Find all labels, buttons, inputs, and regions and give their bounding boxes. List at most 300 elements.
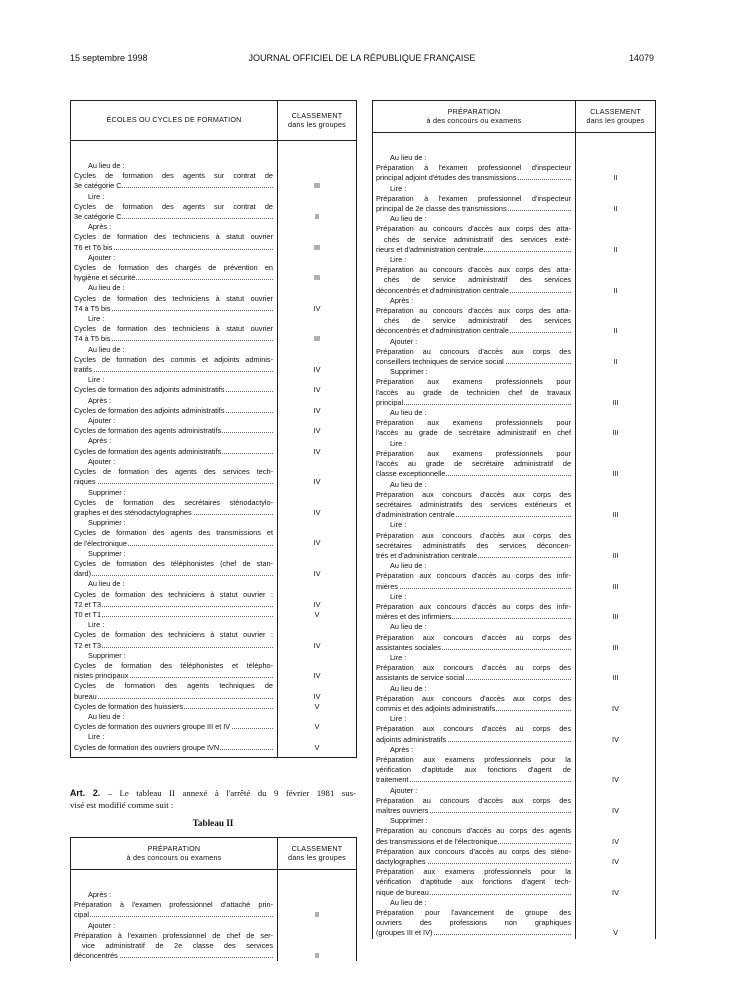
row-text-line: Cycles de formation des agents administratifs: [74, 426, 273, 436]
row-description: [71, 921, 278, 962]
table-row: [373, 684, 656, 715]
classement-group: III: [612, 397, 619, 407]
row-text-line: Préparation pour l'avancement de groupe des: [376, 908, 571, 918]
table-row: [373, 561, 656, 592]
classement-group: IV: [313, 691, 321, 701]
classement-spacer: [278, 651, 356, 661]
row-description: [373, 561, 576, 592]
amendment-keyword: Ajouter :: [390, 785, 418, 795]
column-header-preparation: PRÉPARATION à des concours ou examens: [71, 838, 278, 870]
amendment-keyword: Après :: [88, 395, 112, 405]
classement-spacer: [576, 918, 655, 928]
row-classement: [576, 408, 656, 439]
row-text-line: Cycles de formation des techniciens à statut ouvrier :: [74, 630, 273, 640]
row-classement: [278, 253, 357, 284]
classement-group: III: [612, 469, 619, 479]
row-text-line: conseillers techniques de service social: [376, 357, 571, 367]
classement-spacer: [576, 592, 655, 602]
classement-spacer: [278, 712, 356, 722]
row-text-line: Cycles de formation des secrétaires sténodactylo-: [74, 497, 273, 507]
row-description: [373, 786, 576, 817]
row-text-line: Cycles de formation des téléphonistes (chef de stan-: [74, 558, 273, 568]
row-text-line: Préparation aux concours d'accès aux corps des: [376, 693, 571, 703]
classement-spacer: [576, 490, 655, 500]
classement-spacer: [576, 633, 655, 643]
row-classement: [576, 745, 656, 786]
row-description: [373, 337, 576, 368]
classement-spacer: [278, 396, 356, 406]
leader-dots: [74, 483, 273, 484]
classement-group: III: [612, 428, 619, 438]
amendment-keyword: Après :: [390, 295, 414, 305]
classement-group: III: [313, 181, 321, 191]
row-classement: [278, 416, 357, 436]
amendment-keyword: Au lieu de :: [390, 214, 427, 224]
amendment-keyword: Supprimer :: [390, 816, 428, 826]
row-text-line: (groupes III et IV): [376, 928, 571, 938]
row-text-line: T2 et T3: [74, 600, 273, 610]
row-description: [71, 283, 278, 314]
row-text-line: Cycles de formation des agents des services tech-: [74, 467, 273, 477]
table-row: [71, 732, 357, 752]
classement-spacer: [278, 941, 356, 951]
classement-spacer: [576, 337, 655, 347]
amendment-keyword: Lire :: [88, 375, 105, 385]
table-row: [373, 653, 656, 684]
row-classement: [278, 620, 357, 651]
table-row: [71, 890, 357, 921]
row-text-line: Préparation au concours d'accès aux corps des: [376, 346, 571, 356]
row-description: [373, 367, 576, 408]
row-text-line: déconcentrés et d'administration centrale: [376, 326, 571, 336]
row-description: [71, 712, 278, 732]
row-description: [373, 653, 576, 684]
row-text-line: Cycles de formation des adjoints administratifs: [74, 385, 273, 395]
leader-dots: [376, 588, 571, 589]
row-classement: [278, 345, 357, 376]
column-header-classement: CLASSEMENT dans les groupes: [576, 101, 656, 133]
row-classement: [576, 296, 656, 337]
classement-group: IV: [313, 569, 321, 579]
amendment-keyword: Lire :: [88, 314, 105, 324]
classement-spacer: [576, 214, 655, 224]
column-header-schools: ÉCOLES OU CYCLES DE FORMATION: [71, 101, 278, 141]
amendment-keyword: Au lieu de :: [390, 622, 427, 632]
amendment-keyword: Lire :: [390, 714, 407, 724]
row-description: [71, 457, 278, 488]
row-text-line: Préparation aux concours d'accès aux corps des: [376, 489, 571, 499]
classement-group: IV: [313, 538, 321, 548]
row-text-line: T2 et T3: [74, 641, 273, 651]
row-classement: [278, 192, 357, 223]
row-text-line: Préparation aux concours d'accès au corps des: [376, 663, 571, 673]
classement-spacer: [576, 388, 655, 398]
row-text-line: Cycles de formation des techniciens à statut ouvrier: [74, 232, 273, 242]
row-text-line: Préparation au concours d'accès aux corps des: [376, 795, 571, 805]
table-row: [71, 283, 357, 314]
classement-spacer: [278, 528, 356, 538]
row-text-line: assistants de service social: [376, 673, 571, 683]
row-classement: [576, 480, 656, 521]
table-row: [373, 714, 656, 745]
row-text-line: Préparation aux examens professionnels pour la: [376, 867, 571, 877]
classement-group: IV: [313, 477, 321, 487]
classement-group: II: [613, 285, 618, 295]
classement-spacer: [278, 931, 356, 941]
row-description: [71, 890, 278, 921]
classement-spacer: [278, 161, 356, 171]
classement-spacer: [278, 314, 356, 324]
classement-group: IV: [313, 426, 321, 436]
classement-group: IV: [612, 836, 619, 846]
classement-spacer: [278, 202, 356, 212]
table-row: [71, 416, 357, 436]
row-text-line: Cycles de formation des techniciens à statut ouvrier :: [74, 589, 273, 599]
classement-spacer: [278, 416, 356, 426]
row-description: [373, 153, 576, 184]
row-text-line: Cycles de formation des commis et adjoints adminis-: [74, 354, 273, 364]
classement-spacer: [278, 324, 356, 334]
table-row: [373, 337, 656, 368]
amendment-keyword: Lire :: [390, 652, 407, 662]
classement-spacer: [576, 296, 655, 306]
leader-dots: [74, 698, 273, 699]
amendment-keyword: Supprimer :: [88, 650, 126, 660]
row-classement: [278, 283, 357, 314]
row-text-line: T4 à T5 bis: [74, 304, 273, 314]
row-text-line: cipal: [74, 910, 273, 920]
row-text-line: chés de service administratif des services: [384, 275, 571, 285]
row-classement: [576, 561, 656, 592]
amendment-keyword: Ajouter :: [390, 336, 418, 346]
classement-group: IV: [612, 856, 619, 866]
classement-spacer: [278, 921, 356, 931]
row-text-line: de l'électronique: [74, 539, 273, 549]
row-description: [373, 684, 576, 715]
classement-spacer: [278, 192, 356, 202]
row-classement: [576, 714, 656, 745]
row-classement: [576, 520, 656, 561]
table-row: [71, 345, 357, 376]
row-classement: [576, 592, 656, 623]
amendment-keyword: Au lieu de :: [390, 153, 427, 162]
row-text-line: Préparation à l'examen professionnel d'inspecteur: [376, 193, 571, 203]
row-classement: [576, 786, 656, 817]
row-text-line: d'administration centrale: [376, 510, 571, 520]
row-text-line: bureau: [74, 692, 273, 702]
row-description: [373, 408, 576, 439]
leader-dots: [74, 647, 273, 648]
classement-spacer: [278, 232, 356, 242]
classement-group: III: [612, 581, 619, 591]
column-header-classement: CLASSEMENT dans les groupes: [278, 101, 357, 141]
table-row: [373, 622, 656, 653]
table-row: [373, 816, 656, 898]
row-text-line: hygiène et sécurité: [74, 273, 273, 283]
row-classement: [576, 153, 656, 184]
schools-classification-table: [70, 100, 357, 758]
row-description: [71, 314, 278, 345]
classement-spacer: [278, 263, 356, 273]
row-classement: [576, 214, 656, 255]
table-row: [373, 367, 656, 408]
classement-group: IV: [612, 734, 619, 744]
leader-dots: [74, 916, 273, 917]
row-text-line: Cycles de formation des techniciens à statut ouvrier: [74, 293, 273, 303]
row-text-line: dactylographes: [376, 857, 571, 867]
row-text-line: Préparation aux concours d'accès au corps des infir-: [376, 571, 571, 581]
row-text-line: Préparation aux examens professionnels pour: [376, 377, 571, 387]
classement-spacer: [576, 408, 655, 418]
classement-spacer: [278, 681, 356, 691]
row-text-line: chés de service administratif des services: [384, 316, 571, 326]
row-classement: [278, 222, 357, 253]
table-row: [373, 184, 656, 215]
row-text-line: Cycles de formation des agents sur contrat de: [74, 201, 273, 211]
row-description: [71, 518, 278, 549]
row-text-line: Cycles de formation des agents des transmissions et: [74, 528, 273, 538]
article-label: Art. 2.: [70, 788, 101, 798]
amendment-keyword: Ajouter :: [88, 456, 116, 466]
amendment-keyword: Lire :: [390, 520, 407, 530]
amendment-keyword: Au lieu de :: [390, 408, 427, 418]
row-text-line: principal: [376, 398, 571, 408]
table-row: [71, 192, 357, 223]
row-text-line: Préparation au concours d'accès aux corps des atta-: [376, 265, 571, 275]
classement-spacer: [576, 684, 655, 694]
row-classement: [278, 712, 357, 732]
classement-group: IV: [313, 599, 321, 609]
classement-spacer: [576, 459, 655, 469]
row-classement: [278, 375, 357, 395]
row-description: [373, 255, 576, 296]
row-description: [373, 816, 576, 898]
row-text-line: Préparation à l'examen professionnel de chef de ser-: [74, 930, 273, 940]
table-row: [71, 579, 357, 620]
classement-group: II: [314, 211, 320, 221]
amendment-keyword: Lire :: [390, 438, 407, 448]
classement-group: IV: [612, 703, 619, 713]
classement-spacer: [576, 755, 655, 765]
row-text-line: Préparation aux concours d'accès au corps des: [376, 632, 571, 642]
row-text-line: Préparation aux concours d'accès au corps des infir-: [376, 601, 571, 611]
classement-spacer: [278, 345, 356, 355]
row-description: [71, 732, 278, 752]
row-text-line: Cycles de formation des techniciens à statut ouvrier: [74, 324, 273, 334]
classement-spacer: [278, 488, 356, 498]
row-classement: [278, 921, 357, 962]
row-classement: [278, 549, 357, 580]
table-row: [71, 712, 357, 732]
row-text-line: Préparation au concours d'accès aux corps des atta-: [376, 224, 571, 234]
running-header: [70, 53, 654, 67]
row-description: [373, 439, 576, 480]
amendment-keyword: Lire :: [88, 191, 105, 201]
leader-dots: [74, 606, 273, 607]
classement-spacer: [576, 745, 655, 755]
article-2-paragraph: Art. 2. – Le tableau II annexé à l'arrêté du 9 février 1981 sus- visé est modifié comme suit :: [70, 788, 356, 810]
journal-title: JOURNAL OFFICIEL DE LA RÉPUBLIQUE FRANÇAISE: [248, 53, 476, 63]
table-row: [71, 488, 357, 519]
classement-group: IV: [313, 507, 321, 517]
row-classement: [576, 255, 656, 296]
row-classement: [278, 161, 357, 192]
classement-group: IV: [313, 446, 321, 456]
row-classement: [576, 439, 656, 480]
classement-spacer: [576, 653, 655, 663]
row-text-line: Cycles de formation des agents techniques de: [74, 681, 273, 691]
row-description: [71, 345, 278, 376]
table-row: [71, 518, 357, 549]
row-description: [373, 214, 576, 255]
classement-spacer: [576, 255, 655, 265]
classement-group: II: [613, 203, 618, 213]
row-text-line: vérification d'aptitude aux fonctions d'agent tech-: [376, 877, 571, 887]
table-row: [373, 745, 656, 786]
table-row: [71, 549, 357, 580]
table-row: [71, 457, 357, 488]
row-text-line: l'accès au grade de technicien chef de travaux: [376, 387, 571, 397]
row-text-line: tratifs: [74, 365, 273, 375]
row-description: [71, 396, 278, 416]
table-row: [373, 480, 656, 521]
table-row: [71, 620, 357, 651]
row-classement: [278, 579, 357, 620]
row-text-line: vérification d'aptitude aux fonctions d'agent de: [376, 765, 571, 775]
classement-group: III: [313, 242, 321, 252]
classement-group: II: [314, 910, 320, 920]
classement-spacer: [576, 520, 655, 530]
leader-dots: [74, 371, 273, 372]
tableau-title: Tableau II: [192, 818, 234, 828]
row-text-line: déconcentrés: [74, 951, 273, 961]
row-description: [373, 520, 576, 561]
row-description: [71, 416, 278, 436]
classement-group: IV: [612, 805, 619, 815]
table-row: [71, 436, 357, 456]
row-text-line: Préparation aux concours d'accès au corps des sténo-: [376, 846, 571, 856]
row-text-line: mières: [376, 582, 571, 592]
row-description: [71, 651, 278, 712]
row-classement: [576, 898, 656, 939]
classement-spacer: [576, 235, 655, 245]
table-row: [71, 921, 357, 962]
classement-spacer: [278, 620, 356, 630]
classement-group: II: [613, 357, 618, 367]
column-header-preparation: PRÉPARATION à des concours ou examens: [373, 101, 576, 133]
classement-spacer: [278, 283, 356, 293]
classement-group: II: [613, 173, 618, 183]
classement-spacer: [278, 253, 356, 263]
row-text-line: Cycles de formation des agents sur contrat de: [74, 171, 273, 181]
leader-dots: [376, 404, 571, 405]
classement-group: IV: [313, 671, 321, 681]
row-classement: [576, 622, 656, 653]
classement-group: II: [314, 951, 320, 961]
row-text-line: traitement: [376, 775, 571, 785]
classement-group: IV: [612, 775, 619, 785]
amendment-keyword: Au lieu de :: [88, 579, 125, 589]
table-row: [71, 375, 357, 395]
row-text-line: déconcentrés et d'administration centrale: [376, 286, 571, 296]
classement-spacer: [576, 724, 655, 734]
row-description: [71, 620, 278, 651]
table-row: [71, 222, 357, 253]
table-row: [373, 592, 656, 623]
amendment-keyword: Supprimer :: [88, 487, 126, 497]
row-text-line: graphes et des sténodactylographes: [74, 508, 273, 518]
classement-spacer: [576, 347, 655, 357]
row-classement: [278, 651, 357, 712]
classement-group: IV: [313, 405, 321, 415]
classement-spacer: [278, 375, 356, 385]
row-text-line: Cycles de formation des ouvriers groupe IVN: [74, 743, 273, 753]
classement-spacer: [278, 590, 356, 600]
page-number: 14079: [628, 53, 654, 63]
amendment-keyword: Après :: [390, 744, 414, 754]
classement-spacer: [576, 449, 655, 459]
classement-spacer: [278, 890, 356, 900]
classement-group: III: [612, 550, 619, 560]
amendment-keyword: Au lieu de :: [390, 683, 427, 693]
row-description: [373, 184, 576, 215]
row-classement: [576, 684, 656, 715]
classement-spacer: [576, 898, 655, 908]
classement-spacer: [278, 436, 356, 446]
row-description: [71, 488, 278, 519]
row-text-line: Cycles de formation des huissiers: [74, 702, 273, 712]
row-text-line: 3e catégorie C: [74, 212, 273, 222]
row-description: [71, 192, 278, 223]
row-text-line: T6 et T6 bis: [74, 243, 273, 253]
classement-spacer: [576, 306, 655, 316]
table-row: [71, 396, 357, 416]
classement-spacer: [278, 467, 356, 477]
table-row: [373, 439, 656, 480]
table-row: [71, 314, 357, 345]
classement-spacer: [576, 867, 655, 877]
classement-spacer: [576, 622, 655, 632]
row-text-line: Cycles de formation des chargés de prévention en: [74, 263, 273, 273]
classement-spacer: [576, 439, 655, 449]
table-row: [373, 153, 656, 184]
classement-spacer: [576, 826, 655, 836]
classement-spacer: [278, 171, 356, 181]
classement-spacer: [576, 602, 655, 612]
classement-spacer: [278, 661, 356, 671]
classement-spacer: [576, 194, 655, 204]
classement-group: V: [314, 722, 320, 732]
amendment-keyword: Après :: [88, 890, 112, 899]
classement-spacer: [278, 294, 356, 304]
row-text-line: principal de 2e classe des transmissions: [376, 204, 571, 214]
amendment-keyword: Lire :: [390, 591, 407, 601]
row-text-line: maîtres ouvriers: [376, 806, 571, 816]
row-description: [373, 480, 576, 521]
row-text-line: assistantes sociales: [376, 643, 571, 653]
classement-spacer: [576, 847, 655, 857]
tableau-ii-table: [70, 837, 357, 961]
classement-spacer: [576, 153, 655, 163]
row-classement: [576, 816, 656, 898]
publication-date: 15 septembre 1998: [70, 53, 148, 63]
row-text-line: secrétaires administratifs des services extérieurs et: [376, 499, 571, 509]
row-text-line: Cycles de formation des ouvriers groupe III et IV: [74, 722, 273, 732]
classement-group: II: [613, 244, 618, 254]
row-text-line: classe exceptionnelle: [376, 469, 571, 479]
row-classement: [278, 488, 357, 519]
row-text-line: T4 à T5 bis: [74, 334, 273, 344]
